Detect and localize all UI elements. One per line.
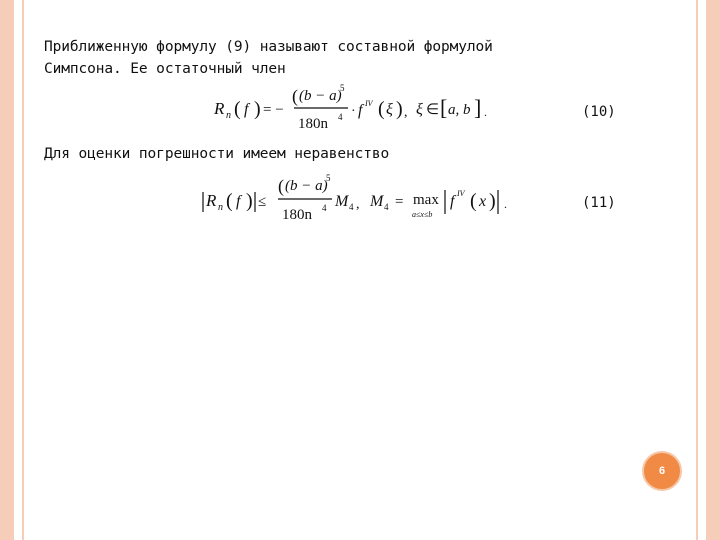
- formula-11: [198, 172, 538, 228]
- f10-dot: ·: [351, 104, 356, 119]
- f11-le: ≤: [258, 194, 267, 210]
- frame-left-border: [0, 0, 14, 540]
- f11-lhs: R: [206, 191, 217, 210]
- equation-number-10: (10): [582, 104, 616, 120]
- frame-left-line: [22, 0, 24, 540]
- frame-right-border: [706, 0, 720, 540]
- f10-arg: f: [244, 101, 249, 118]
- f10-eq: = −: [263, 102, 284, 118]
- svg-text:[: [: [440, 95, 448, 120]
- svg-text:): ): [489, 190, 496, 212]
- svg-text:): ): [246, 190, 253, 212]
- f10-func-power: IV: [365, 99, 373, 108]
- f11-denominator: 180n: [282, 207, 312, 223]
- f11-M2: M: [370, 193, 384, 210]
- f11-func-power: IV: [457, 189, 465, 198]
- f10-interval: a, b: [448, 102, 471, 118]
- paragraph-inequality: Для оценки погрешности имеем неравенство: [44, 146, 390, 162]
- f11-lhs-sub: n: [218, 202, 223, 213]
- f11-eq: =: [395, 194, 404, 210]
- svg-text:): ): [254, 98, 261, 120]
- f10-den-power: 4: [338, 112, 343, 122]
- f10-func: f: [358, 102, 363, 119]
- f11-func: f: [450, 193, 455, 210]
- paragraph-intro-line2: Симпсона. Ее остаточный член: [44, 61, 286, 77]
- f11-max-sub: a≤x≤b: [412, 210, 433, 219]
- f10-sep: ,: [404, 105, 408, 120]
- svg-text:(: (: [226, 190, 233, 212]
- f11-M-sub: 4: [349, 202, 354, 212]
- f10-func-arg: ξ: [386, 101, 393, 118]
- f10-num-power: 5: [340, 83, 345, 93]
- svg-text:(: (: [278, 176, 284, 196]
- page-number-badge: 6: [642, 451, 682, 491]
- paragraph-intro-line1: Приближенную формулу (9) называют составной формулой: [44, 39, 493, 55]
- f10-lhs: R: [214, 99, 225, 118]
- svg-text:(: (: [378, 98, 385, 120]
- f11-numerator: (b − a): [285, 178, 328, 194]
- f11-num-power: 5: [326, 173, 331, 183]
- f11-sep: ,: [356, 197, 360, 212]
- f10-xi: ξ: [416, 101, 423, 118]
- equation-number-11: (11): [582, 195, 616, 211]
- svg-text:(: (: [292, 86, 298, 106]
- f10-lhs-sub: n: [226, 110, 231, 121]
- svg-text:]: ]: [474, 95, 482, 120]
- f11-den-power: 4: [322, 203, 327, 213]
- f10-end: .: [484, 105, 487, 119]
- frame-right-line: [696, 0, 698, 540]
- f11-max: max: [413, 192, 439, 208]
- f11-func-arg: x: [479, 193, 487, 210]
- paragraph-intro: [44, 36, 493, 80]
- formula-10: [212, 82, 512, 138]
- f11-M2-sub: 4: [384, 202, 389, 212]
- f11-arg: f: [236, 193, 241, 210]
- f10-numerator: (b − a): [299, 88, 342, 104]
- f10-in: ∈: [426, 102, 440, 118]
- f11-end: .: [504, 197, 507, 211]
- f11-M: M: [335, 193, 349, 210]
- svg-text:(: (: [234, 98, 241, 120]
- svg-text:): ): [396, 98, 403, 120]
- f10-denominator: 180n: [298, 116, 328, 132]
- svg-text:(: (: [470, 190, 477, 212]
